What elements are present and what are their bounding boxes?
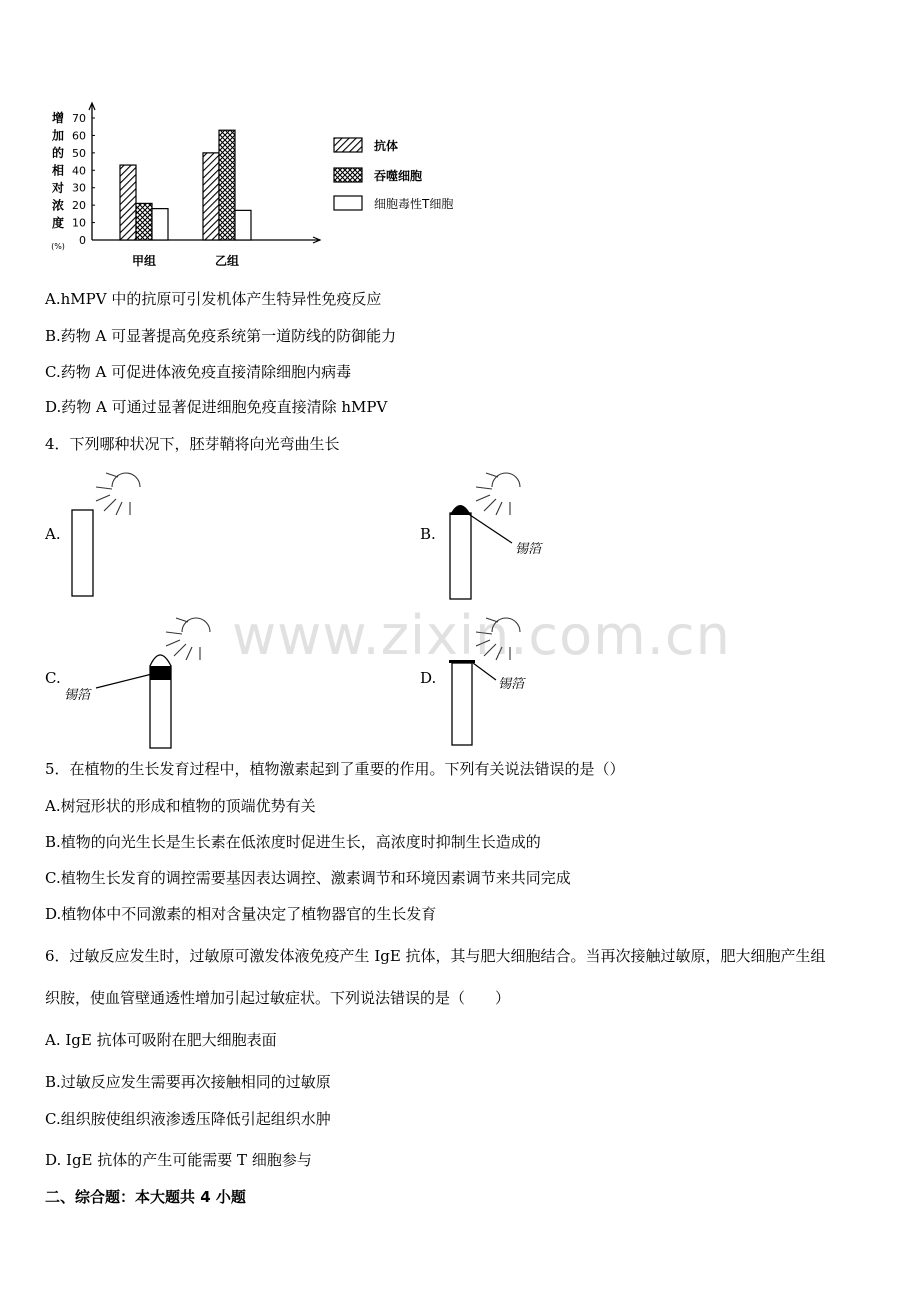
x-category-label: 乙组	[214, 254, 240, 268]
coleoptile	[452, 663, 472, 745]
coleoptile-figure-c	[90, 608, 230, 753]
q5-stem: 5．在植物的生长发育过程中，植物激素起到了重要的作用。下列有关说法错误的是（）	[45, 760, 625, 778]
chart-axes	[72, 103, 320, 247]
q5-option-c: C.植物生长发育的调控需要基因表达调控、激素调节和环境因素调节来共同完成	[45, 869, 571, 887]
legend-swatch	[334, 196, 362, 210]
watermark: www.zixin.com.cn	[232, 604, 731, 667]
q5-option-a: A.树冠形状的形成和植物的顶端优势有关	[45, 797, 316, 815]
y-axis-label-char: 浓	[51, 198, 65, 213]
legend-label: 细胞毒性T细胞	[374, 197, 454, 211]
foil-label-b: 锡箔	[515, 542, 542, 557]
y-axis-label-char: 对	[51, 181, 65, 195]
q4-label-d: D.	[420, 669, 437, 687]
q6-option-a: A. IgE 抗体可吸附在肥大细胞表面	[45, 1031, 277, 1049]
legend-swatch	[334, 168, 362, 182]
y-tick-label: 70	[72, 112, 86, 125]
coleoptile-tip	[150, 655, 171, 666]
sun-icon	[96, 473, 140, 515]
y-tick-label: 50	[72, 146, 86, 160]
x-category-label: 甲组	[131, 254, 157, 268]
bar-chart	[40, 100, 480, 272]
q5-option-d: D.植物体中不同激素的相对含量决定了植物器官的生长发育	[45, 905, 437, 923]
coleoptile-figure-b	[440, 465, 560, 605]
y-axis-label-char: 增	[51, 111, 65, 125]
coleoptile	[72, 510, 93, 596]
sun-icon	[476, 473, 520, 515]
coleoptile-figure-a	[60, 465, 170, 605]
q6-option-d: D. IgE 抗体的产生可能需要 T 细胞参与	[45, 1151, 312, 1169]
y-tick-label: 40	[72, 164, 86, 178]
bar-1-1	[219, 130, 235, 240]
sun-icon	[166, 618, 210, 660]
q3-option-d: D.药物 A 可通过显著促进细胞免疫直接清除 hMPV	[45, 398, 388, 416]
q5-option-b: B.植物的向光生长是生长素在低浓度时促进生长，高浓度时抑制生长造成的	[45, 833, 541, 851]
foil-ring	[150, 666, 171, 680]
y-axis-label	[51, 110, 65, 251]
q3-option-c: C.药物 A 可促进体液免疫直接清除细胞内病毒	[45, 363, 352, 381]
y-axis-label-char: 相	[51, 163, 65, 178]
q3-option-b: B.药物 A 可显著提高免疫系统第一道防线的防御能力	[45, 327, 397, 345]
q6-stem-line2: 织胺，使血管壁通透性增加引起过敏症状。下列说法错误的是（ ）	[45, 989, 511, 1007]
q4-label-b: B.	[420, 525, 436, 543]
bar-1-2	[235, 210, 251, 240]
legend-swatch	[334, 138, 362, 152]
y-tick-label: 10	[72, 216, 86, 230]
bar-1-0	[203, 153, 219, 240]
q4-label-a: A.	[45, 525, 61, 543]
q4-stem: 4．下列哪种状况下，胚芽鞘将向光弯曲生长	[45, 435, 340, 453]
coleoptile	[450, 513, 471, 599]
y-axis-label-char: 的	[51, 146, 65, 160]
y-tick-label: 30	[72, 181, 86, 195]
bar-0-0	[120, 165, 136, 240]
q4-label-c: C.	[45, 669, 61, 687]
section-heading: 二、综合题：本大题共 4 小题	[45, 1188, 246, 1206]
legend-label: 抗体	[374, 139, 399, 153]
foil-label-d: 锡箔	[498, 677, 525, 692]
y-axis-unit: (%)	[51, 242, 65, 251]
y-axis-label-char: 加	[51, 128, 65, 143]
q3-option-a: A.hMPV 中的抗原可引发机体产生特异性免疫反应	[45, 290, 382, 308]
bar-0-1	[136, 203, 152, 240]
q6-option-b: B.过敏反应发生需要再次接触相同的过敏原	[45, 1073, 331, 1091]
q6-stem-line1: 6．过敏反应发生时，过敏原可激发体液免疫产生 IgE 抗体，其与肥大细胞结合。当再次接触过敏原，肥大细胞产生组	[45, 947, 826, 965]
q6-option-c: C.组织胺使组织液渗透压降低引起组织水肿	[45, 1110, 331, 1128]
legend-label: 吞噬细胞	[374, 169, 423, 183]
bar-0-2	[152, 209, 168, 240]
foil-label-c: 锡箔	[64, 688, 91, 703]
y-tick-label: 60	[72, 129, 86, 143]
y-tick-label: 0	[79, 234, 86, 247]
y-tick-label: 20	[72, 199, 86, 213]
y-axis-label-char: 度	[51, 216, 65, 230]
